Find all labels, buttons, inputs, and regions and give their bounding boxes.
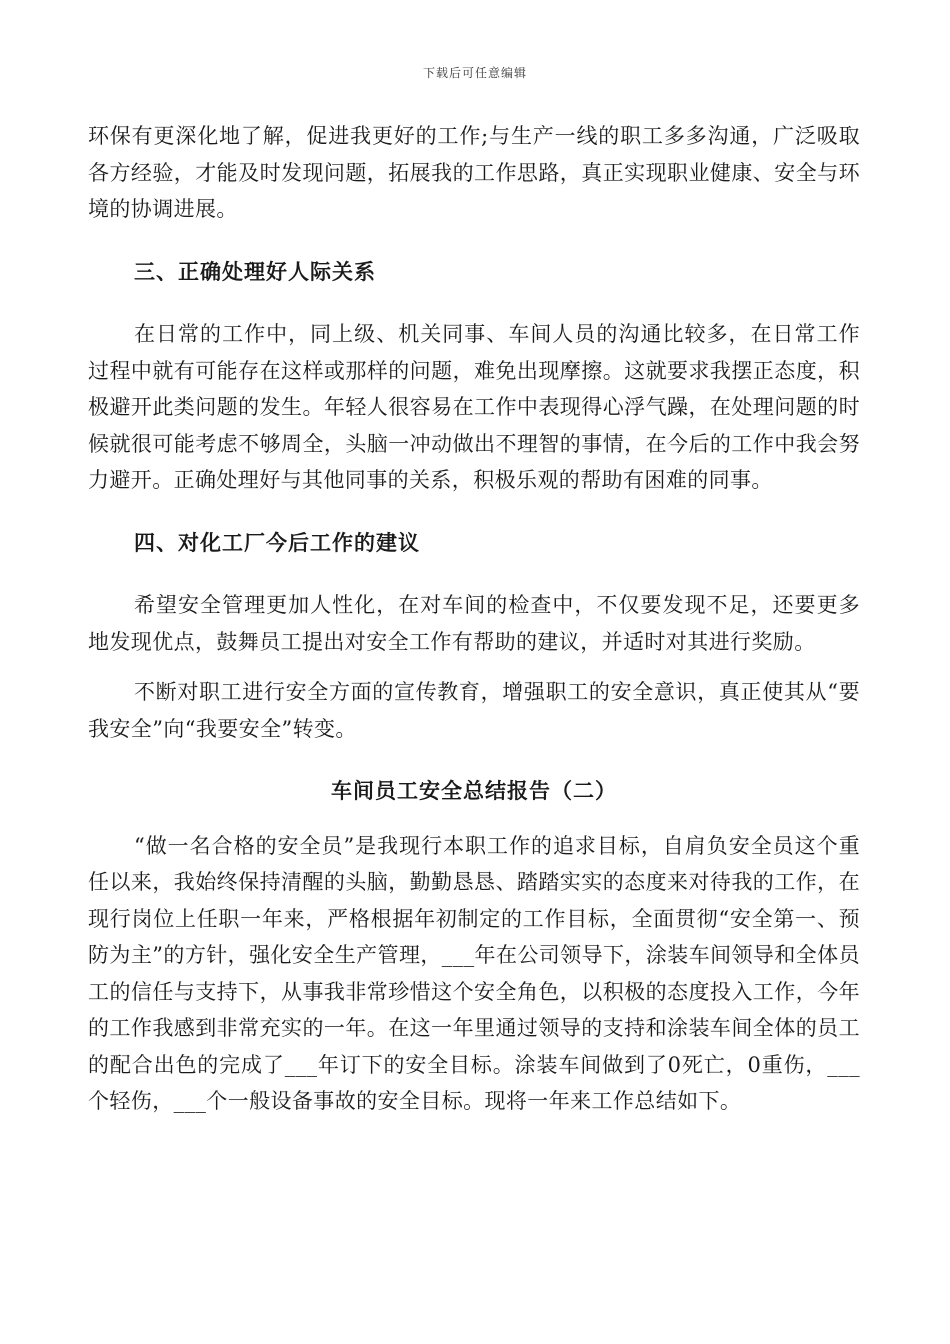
- paragraph-interpersonal: 在日常的工作中，同上级、机关同事、车间人员的沟通比较多，在日常工作过程中就有可能存在这样或那样的问题，难免出现摩擦。这就要求我摆正态度，积极避开此类问题的发生。年轻人很容易在工作中表现得心浮气躁，在处理问题的时候就很可能考虑不够周全，头脑一冲动做出不理智的事情，在今后的工作中我会努力避开。正确处理好与其他同事的关系，积极乐观的帮助有困难的同事。: [88, 322, 860, 492]
- paragraph-suggestion-1: 希望安全管理更加人性化，在对车间的检查中，不仅要发现不足，还要更多地发现优点，鼓舞员工提出对安全工作有帮助的建议，并适时对其进行奖励。: [88, 593, 860, 654]
- page-header: 下载后可任意编辑: [422, 66, 527, 80]
- section-heading-three: 三、正确处理好人际关系: [134, 258, 376, 284]
- paragraph-suggestion-2: 不断对职工进行安全方面的宣传教育，增强职工的安全意识，真正使其从“要我安全”向“我要安全”转变。: [88, 680, 860, 741]
- report-title: 车间员工安全总结报告（二）: [331, 778, 617, 803]
- section-heading-four: 四、对化工厂今后工作的建议: [134, 529, 420, 555]
- paragraph-report: “做一名合格的安全员”是我现行本职工作的追求目标，自肩负安全员这个重任以来，我始终保持清醒的头脑，勤勤恳恳、踏踏实实的态度来对待我的工作，在现行岗位上任职一年来，严格根据年初制定的工作目标，全面贯彻“安全第一、预防为主”的方针，强化安全生产管理，___年在公司领导下，涂装车间领导和全体员工的信任与支持下，从事我非常珍惜这个安全角色，以积极的态度投入工作，今年的工作我感到非常充实的一年。在这一年里通过领导的支持和涂装车间全体的员工的配合出色的完成了___年订下的安全目标。涂装车间做到了0死亡，0重伤，___个轻伤，___个一般设备事故的安全目标。现将一年来工作总结如下。: [88, 833, 860, 1113]
- document-body: [88, 118, 860, 1120]
- paragraph-intro: 环保有更深化地了解，促进我更好的工作;与生产一线的职工多多沟通，广泛吸取各方经验，才能及时发现问题，拓展我的工作思路，真正实现职业健康、安全与环境的协调进展。: [88, 124, 860, 221]
